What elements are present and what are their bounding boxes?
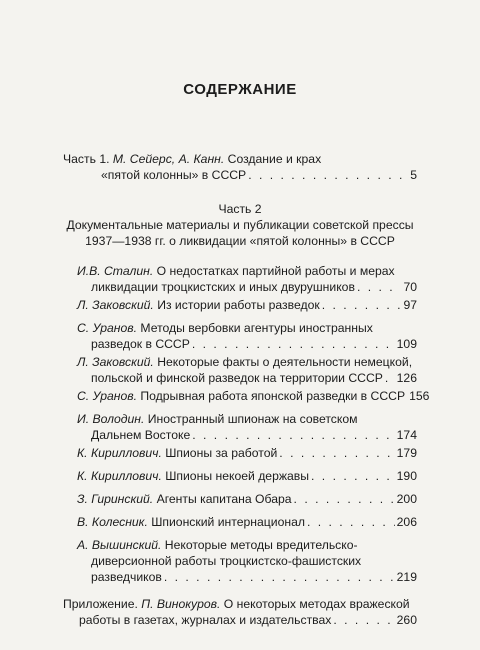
entry-title-line1: Агенты капитана Обара — [153, 492, 292, 506]
entry-author: С. Уранов. — [77, 389, 138, 403]
entry-author: Л. Заковский. — [77, 355, 154, 369]
toc-entry — [77, 388, 430, 404]
toc-entry — [77, 491, 417, 507]
entry-title-line2: разведок в СССР — [91, 337, 190, 351]
entry-page-number: 174 — [396, 428, 417, 442]
entry-page-number: 70 — [403, 280, 417, 294]
dot-leader — [248, 167, 408, 183]
toc-entry — [77, 297, 417, 313]
dot-leader — [311, 468, 395, 484]
entry-author: А. Вышинский. — [77, 538, 162, 552]
entry-title-line1: О недостатках партийной работы и мерах — [153, 264, 395, 278]
entry-page-number: 219 — [396, 570, 417, 584]
dot-leader — [279, 445, 394, 461]
toc-entry — [77, 354, 417, 386]
entry-author: С. Уранов. — [77, 321, 138, 335]
entry-title-line1: Шпионы за работой — [161, 446, 278, 460]
entry-title-line1: Подрывная работа японской разведки в СССР — [137, 389, 406, 403]
entry-page-number: 200 — [396, 492, 417, 506]
entry-title-line1: Шпионы некоей державы — [161, 469, 310, 483]
entry-page-number: 190 — [396, 469, 417, 483]
entry-page-number: 5 — [410, 168, 417, 182]
toc-entry-appendix — [63, 596, 417, 628]
toc-entry — [77, 514, 417, 530]
entry-title-line1: О некоторых методах вражеской — [220, 597, 410, 611]
entry-title-line1: Создание и крах — [224, 152, 322, 166]
entry-title-line1: Некоторые методы вредительско- — [161, 538, 358, 552]
toc-entry — [77, 320, 417, 352]
dot-leader — [164, 569, 395, 585]
entry-author: В. Колесник. — [77, 515, 148, 529]
dot-leader — [192, 427, 394, 443]
dot-leader — [294, 491, 395, 507]
entry-title-line1: Иностранный шпионаж на советском — [144, 412, 358, 426]
toc-entry — [77, 445, 417, 461]
entry-title-line1: Шпионский интернационал — [147, 515, 305, 529]
entry-title-line1: Из истории работы разведок — [153, 298, 320, 312]
entry-page-number: 109 — [396, 337, 417, 351]
dot-leader — [307, 514, 395, 530]
entry-author: З. Гиринский. — [77, 492, 154, 506]
dot-leader — [385, 370, 395, 386]
entry-title-line2: ликвидации троцкистских и иных двурушников — [91, 280, 355, 294]
entry-title-line2: диверсионной работы троцкистско-фашистских — [91, 554, 362, 568]
entry-author: Л. Заковский. — [77, 298, 154, 312]
entry-title-line2: Дальнем Востоке — [91, 428, 191, 442]
entry-title-line2: польской и финской разведок на территории СССР — [91, 371, 383, 385]
entry-page-number: 97 — [403, 298, 417, 312]
dot-leader — [322, 297, 402, 313]
entry-author: К. Кириллович. — [77, 446, 162, 460]
entry-page-number: 179 — [396, 446, 417, 460]
entry-author: И. Володин. — [77, 412, 145, 426]
entry-author: М. Сейерс, А. Канн. — [112, 152, 225, 166]
entry-title-line2: работы в газетах, журналах и издательствах — [79, 613, 332, 627]
entry-author: П. Винокуров. — [141, 597, 221, 611]
part2-heading: Часть 2 — [218, 202, 262, 216]
entry-author: К. Кириллович. — [77, 469, 162, 483]
toc-entry-part1 — [63, 151, 417, 183]
entry-title-line2: «пятой колонны» в СССР — [101, 168, 247, 182]
dot-leader — [357, 279, 402, 295]
entry-title-line1: Некоторые факты о деятельности немецкой, — [153, 355, 413, 369]
toc-entry — [77, 468, 417, 484]
dot-leader — [333, 612, 394, 628]
entry-page-number: 126 — [396, 371, 417, 385]
dot-leader — [192, 336, 395, 352]
toc-entry — [77, 537, 417, 585]
part2-description-line1: Документальные материалы и публикации советской прессы — [66, 218, 414, 232]
entry-page-number: 156 — [409, 389, 430, 403]
toc-entry — [77, 263, 417, 295]
entry-title-line1: Методы вербовки агентуры иностранных — [137, 321, 373, 335]
entry-title-line3: разведчиков — [91, 570, 162, 584]
appendix-prefix: Приложение. — [63, 597, 142, 611]
part2-description-line2: 1937—1938 гг. о ликвидации «пятой колонны» в СССР — [85, 234, 395, 248]
page-title: СОДЕРЖАНИЕ — [183, 81, 297, 98]
entry-page-number: 260 — [396, 613, 417, 627]
toc-entry — [77, 411, 417, 443]
part1-prefix: Часть 1. — [63, 152, 113, 166]
entry-page-number: 206 — [396, 515, 417, 529]
entry-author: И.В. Сталин. — [77, 264, 154, 278]
